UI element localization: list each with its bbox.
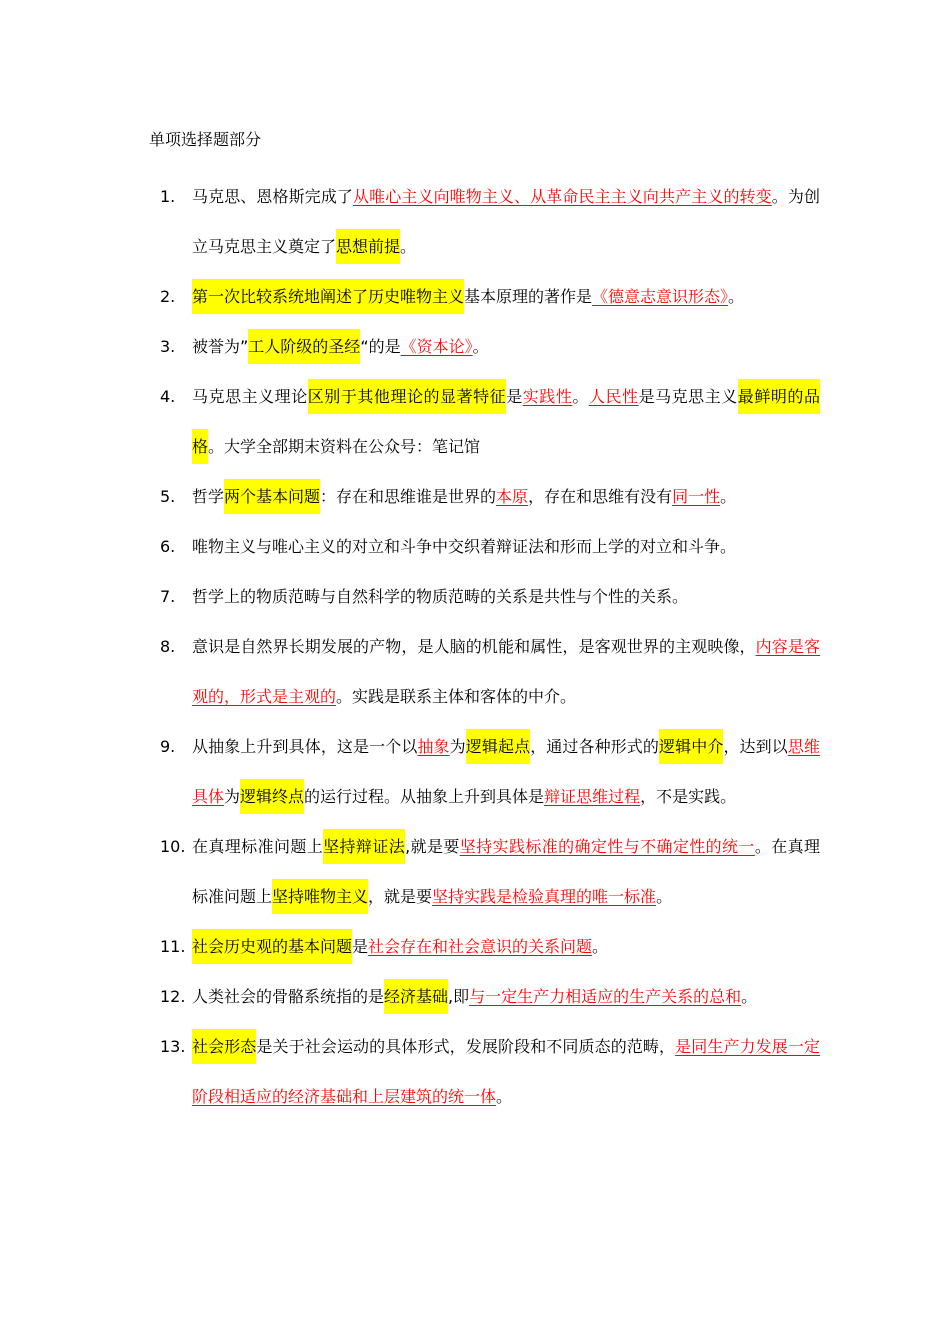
highlighted-keyword: 坚持辩证法 xyxy=(323,829,405,864)
question-text xyxy=(192,822,820,922)
question-text-segment: 。 xyxy=(572,387,589,406)
question-text-segment: 是马克思主义 xyxy=(638,387,738,406)
question-text-segment: 是关于社会运动的具体形式，发展阶段和不同质态的范畴， xyxy=(256,1037,676,1056)
question-text-segment: 。 xyxy=(592,937,609,956)
question-text-segment: 。实践是联系主体和客体的中介。 xyxy=(336,687,577,706)
red-answer-text: 《资本论》 xyxy=(400,337,473,356)
red-answer-text: 同一性 xyxy=(672,487,721,506)
red-answer-text: 内容是客观的，形式是主观的 xyxy=(192,637,820,706)
question-item xyxy=(160,722,820,822)
question-text-segment: ,即 xyxy=(448,987,470,1006)
question-text-segment: 。 xyxy=(496,1087,513,1106)
question-item xyxy=(160,822,820,922)
question-text-segment: 唯物主义与唯心主义的对立和斗争中交织着辩证法和形而上学的对立和斗争。 xyxy=(192,537,737,556)
red-answer-text: 与一定生产力相适应的生产关系的总和 xyxy=(469,987,742,1006)
question-text-segment: 是 xyxy=(506,387,523,406)
question-text-segment: 。 xyxy=(656,887,673,906)
highlighted-keyword: 最鲜明的品格 xyxy=(192,379,820,464)
red-answer-text: 社会存在和社会意识的关系问题 xyxy=(368,937,593,956)
question-text-segment: 是 xyxy=(352,937,369,956)
question-text-segment: 。 xyxy=(400,237,417,256)
question-text-segment: ，达到以 xyxy=(723,737,788,756)
question-item xyxy=(160,572,820,622)
question-text-segment: 。大学全部期末资料在公众号：笔记馆 xyxy=(208,437,481,456)
question-item xyxy=(160,272,820,322)
question-text-segment: 马克思主义理论 xyxy=(192,387,308,406)
highlighted-keyword: 逻辑起点 xyxy=(466,729,530,764)
question-item xyxy=(160,972,820,1022)
question-number: 3. xyxy=(160,337,176,356)
highlighted-keyword: 工人阶级的圣经 xyxy=(248,329,360,364)
question-number: 12. xyxy=(160,987,186,1006)
highlighted-keyword: 经济基础 xyxy=(384,979,448,1014)
red-answer-text: 抽象 xyxy=(417,737,450,756)
question-number: 2. xyxy=(160,287,176,306)
red-answer-text: 人民性 xyxy=(588,387,639,406)
highlighted-keyword: 社会历史观的基本问题 xyxy=(192,929,352,964)
question-text-segment: 。 xyxy=(741,987,758,1006)
highlighted-keyword: 第一次比较系统地阐述了历史唯物主义 xyxy=(192,279,464,314)
question-text xyxy=(192,172,820,272)
red-answer-text: 本原 xyxy=(496,487,529,506)
question-text xyxy=(192,572,820,622)
red-answer-text: 是同生产力发展一定阶段相适应的经济基础和上层建筑的统一体 xyxy=(192,1037,820,1106)
red-answer-text: 辩证思维过程 xyxy=(544,787,641,806)
question-item xyxy=(160,622,820,722)
question-item xyxy=(160,522,820,572)
question-item xyxy=(160,372,820,472)
question-number: 5. xyxy=(160,487,176,506)
section-heading: 单项选择题部分 xyxy=(149,130,262,149)
question-text xyxy=(192,622,820,722)
question-number: 1. xyxy=(160,187,176,206)
question-text xyxy=(192,972,820,1022)
question-text-segment: 哲学 xyxy=(192,487,225,506)
question-text-segment: ，存在和思维有没有 xyxy=(528,487,673,506)
question-text-segment: 意识是自然界长期发展的产物，是人脑的机能和属性，是客观世界的主观映像， xyxy=(192,637,756,656)
question-text-segment: 的运行过程。从抽象上升到具体是 xyxy=(304,787,545,806)
question-item xyxy=(160,1022,820,1122)
highlighted-keyword: 逻辑中介 xyxy=(659,729,723,764)
question-text-segment: 基本原理的著作是 xyxy=(464,287,593,306)
question-text-segment: 。在真理标准问题上 xyxy=(192,837,820,906)
question-text-segment: ,就是要 xyxy=(405,837,460,856)
question-text-segment: “的是 xyxy=(360,337,401,356)
red-answer-text: 思维具体 xyxy=(192,737,820,806)
question-text-segment: ，就是要 xyxy=(368,887,433,906)
question-text-segment: 为 xyxy=(224,787,241,806)
question-text-segment: 。 xyxy=(728,287,745,306)
question-item xyxy=(160,472,820,522)
question-number: 6. xyxy=(160,537,176,556)
question-item xyxy=(160,172,820,272)
question-text-segment: 。 xyxy=(720,487,737,506)
question-text xyxy=(192,472,820,522)
question-text-segment: 。 xyxy=(472,337,489,356)
highlighted-keyword: 两个基本问题 xyxy=(224,479,320,514)
red-answer-text: 坚持实践是检验真理的唯一标准 xyxy=(432,887,657,906)
question-number: 11. xyxy=(160,937,186,956)
highlighted-keyword: 坚持唯物主义 xyxy=(272,879,368,914)
question-number: 4. xyxy=(160,387,176,406)
question-text-segment: 在真理标准问题上 xyxy=(192,837,324,856)
question-text-segment: 为 xyxy=(449,737,466,756)
question-item xyxy=(160,922,820,972)
question-number: 9. xyxy=(160,737,176,756)
question-text-segment: ，不是实践。 xyxy=(640,787,737,806)
question-text-segment: 人类社会的骨骼系统指的是 xyxy=(192,987,385,1006)
question-item xyxy=(160,322,820,372)
question-number: 7. xyxy=(160,587,176,606)
red-answer-text: 坚持实践标准的确定性与不确定性的统一 xyxy=(459,837,755,856)
question-number: 13. xyxy=(160,1037,186,1056)
question-text-segment: 从抽象上升到具体，这是一个以 xyxy=(192,737,418,756)
question-text xyxy=(192,372,820,472)
question-text xyxy=(192,1022,820,1122)
question-text-segment: 哲学上的物质范畴与自然科学的物质范畴的关系是共性与个性的关系。 xyxy=(192,587,689,606)
highlighted-keyword: 思想前提 xyxy=(336,229,400,264)
question-text-segment: ：存在和思维谁是世界的 xyxy=(320,487,497,506)
red-answer-text: 从唯心主义向唯物主义、从革命民主主义向共产主义的转变 xyxy=(353,187,772,206)
highlighted-keyword: 社会形态 xyxy=(192,1029,256,1064)
question-text xyxy=(192,272,820,322)
red-answer-text: 《德意志意识形态》 xyxy=(592,287,729,306)
question-text xyxy=(192,322,820,372)
question-text-segment: 马克思、恩格斯完成了 xyxy=(192,187,354,206)
highlighted-keyword: 逻辑终点 xyxy=(240,779,304,814)
red-answer-text: 实践性 xyxy=(522,387,573,406)
question-text-segment: ，通过各种形式的 xyxy=(530,737,660,756)
question-text xyxy=(192,922,820,972)
question-number: 10. xyxy=(160,837,186,856)
question-text xyxy=(192,522,820,572)
highlighted-keyword: 区别于其他理论的显著特征 xyxy=(308,379,506,414)
question-text xyxy=(192,722,820,822)
question-text-segment: 被誉为” xyxy=(192,337,249,356)
question-number: 8. xyxy=(160,637,176,656)
question-list xyxy=(160,172,820,1122)
question-text-segment: 。为创立马克思主义奠定了 xyxy=(192,187,820,256)
